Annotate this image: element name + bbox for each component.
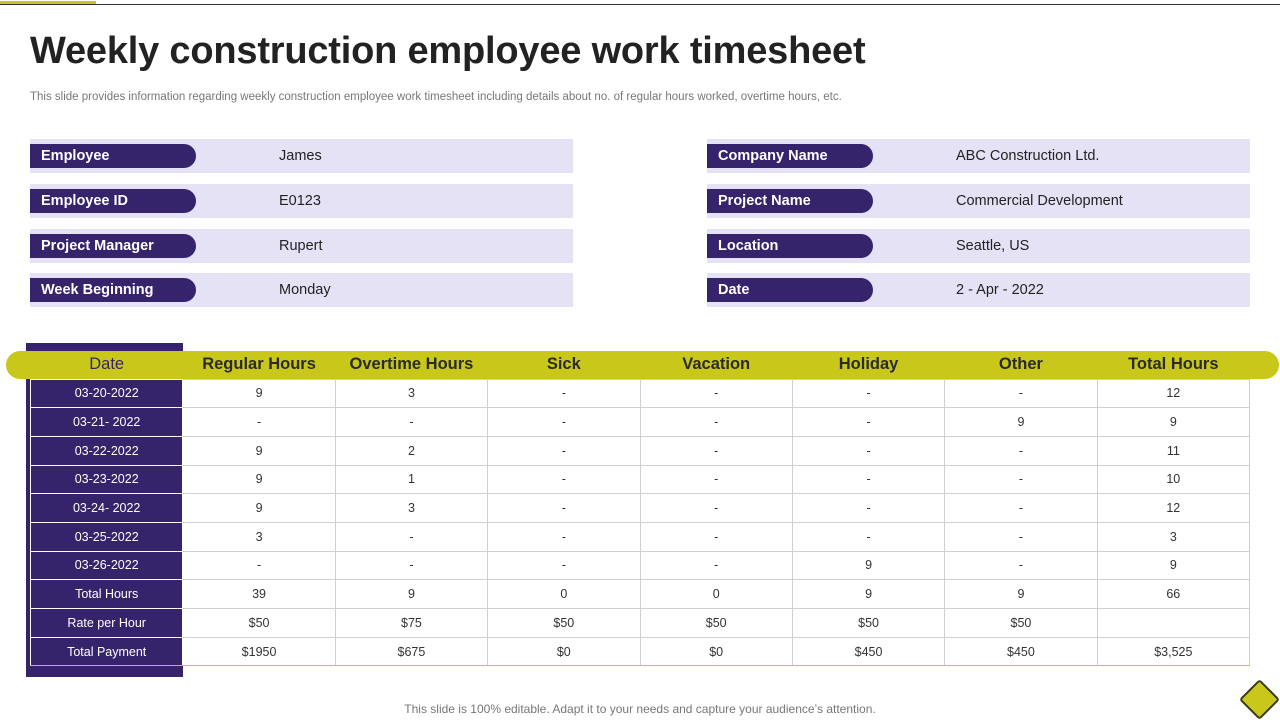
row-label-cell: 03-22-2022: [31, 436, 183, 465]
info-row-employee: [30, 139, 573, 173]
table-cell: 9: [945, 408, 1097, 437]
info-value: Rupert: [279, 238, 323, 254]
table-cell: [1097, 609, 1249, 638]
info-value: Commercial Development: [956, 193, 1123, 209]
info-row-week-beginning: [30, 273, 573, 307]
table-cell: -: [792, 436, 944, 465]
table-row: [31, 609, 1250, 638]
info-label: Location: [707, 234, 873, 258]
row-label-cell: 03-24- 2022: [31, 494, 183, 523]
column-header-date: Date: [89, 355, 125, 374]
table-cell: 10: [1097, 465, 1249, 494]
table-cell: 12: [1097, 379, 1249, 408]
table-cell: -: [183, 408, 335, 437]
table-cell: $1950: [183, 637, 335, 666]
table-row: [31, 436, 1250, 465]
timesheet-table: [30, 351, 1250, 666]
table-cell: 9: [183, 494, 335, 523]
info-label: Date: [707, 278, 873, 302]
info-label: Week Beginning: [30, 278, 196, 302]
table-cell: $450: [945, 637, 1097, 666]
table-cell: -: [335, 522, 487, 551]
row-label-cell: 03-26-2022: [31, 551, 183, 580]
table-cell: 9: [183, 465, 335, 494]
column-header-regular-hours: Regular Hours: [202, 355, 316, 374]
table-cell: $3,525: [1097, 637, 1249, 666]
table-cell: -: [792, 522, 944, 551]
table-row: [31, 465, 1250, 494]
info-value: ABC Construction Ltd.: [956, 148, 1100, 164]
table-cell: -: [640, 465, 792, 494]
table-header-row: [31, 351, 1250, 379]
table-cell: -: [945, 494, 1097, 523]
table-cell: -: [640, 522, 792, 551]
table-cell: $50: [640, 609, 792, 638]
table-cell: 9: [792, 551, 944, 580]
row-label-cell: 03-20-2022: [31, 379, 183, 408]
table-cell: -: [945, 436, 1097, 465]
table-cell: -: [792, 379, 944, 408]
table-row: [31, 580, 1250, 609]
page-subtitle: This slide provides information regarding weekly construction employee work timesheet including details about no. of regular hours worked, overtime hours, etc.: [30, 91, 842, 103]
column-header-other: Other: [998, 355, 1043, 374]
table-cell: -: [945, 465, 1097, 494]
table-row: [31, 408, 1250, 437]
table-cell: 3: [335, 379, 487, 408]
table-cell: $50: [488, 609, 640, 638]
table-cell: $50: [183, 609, 335, 638]
table-cell: 66: [1097, 580, 1249, 609]
info-value: E0123: [279, 193, 321, 209]
table-row: [31, 551, 1250, 580]
table-cell: -: [488, 379, 640, 408]
table-cell: -: [335, 551, 487, 580]
info-label: Employee: [30, 144, 196, 168]
table-cell: -: [488, 522, 640, 551]
table-cell: 9: [1097, 551, 1249, 580]
table-cell: -: [792, 494, 944, 523]
table-cell: 12: [1097, 494, 1249, 523]
table-cell: -: [945, 379, 1097, 408]
table-cell: -: [488, 408, 640, 437]
table-cell: -: [640, 436, 792, 465]
info-row-company-name: [707, 139, 1250, 173]
info-row-project-name: [707, 184, 1250, 218]
table-cell: 9: [335, 580, 487, 609]
table-row: [31, 379, 1250, 408]
table-cell: $675: [335, 637, 487, 666]
table-body: [31, 379, 1250, 666]
info-label: Project Name: [707, 189, 873, 213]
table-cell: $450: [792, 637, 944, 666]
table-cell: -: [640, 379, 792, 408]
table-cell: $75: [335, 609, 487, 638]
info-value: James: [279, 148, 322, 164]
table-cell: -: [183, 551, 335, 580]
table-cell: -: [488, 494, 640, 523]
table-cell: -: [488, 465, 640, 494]
info-label: Employee ID: [30, 189, 196, 213]
table-cell: $50: [792, 609, 944, 638]
table-cell: -: [945, 551, 1097, 580]
column-header-overtime-hours: Overtime Hours: [349, 355, 474, 374]
table-cell: -: [792, 408, 944, 437]
table-cell: -: [792, 465, 944, 494]
table-cell: -: [640, 408, 792, 437]
table-cell: 11: [1097, 436, 1249, 465]
table-cell: $0: [640, 637, 792, 666]
table-cell: 3: [335, 494, 487, 523]
table-cell: 9: [1097, 408, 1249, 437]
info-label: Company Name: [707, 144, 873, 168]
table-cell: -: [640, 494, 792, 523]
table-cell: 9: [945, 580, 1097, 609]
info-row-date: [707, 273, 1250, 307]
table-cell: 1: [335, 465, 487, 494]
row-label-cell: 03-25-2022: [31, 522, 183, 551]
column-header-total-hours: Total Hours: [1128, 355, 1219, 374]
table-cell: -: [945, 522, 1097, 551]
table-cell: -: [640, 551, 792, 580]
table-cell: 2: [335, 436, 487, 465]
info-row-location: [707, 229, 1250, 263]
info-value: 2 - Apr - 2022: [956, 282, 1044, 298]
column-header-vacation: Vacation: [682, 355, 751, 374]
table-cell: 9: [183, 379, 335, 408]
column-header-holiday: Holiday: [838, 355, 899, 374]
table-cell: 3: [183, 522, 335, 551]
footer-note: This slide is 100% editable. Adapt it to your needs and capture your audience’s attention.: [404, 702, 876, 716]
page-title: Weekly construction employee work timesheet: [30, 30, 866, 72]
table-cell: $50: [945, 609, 1097, 638]
table-cell: 3: [1097, 522, 1249, 551]
column-header-sick: Sick: [546, 355, 581, 374]
table-cell: 9: [792, 580, 944, 609]
table-cell: -: [488, 551, 640, 580]
row-label-cell: Total Payment: [31, 637, 183, 666]
table-cell: 0: [488, 580, 640, 609]
table-cell: 9: [183, 436, 335, 465]
table-cell: -: [335, 408, 487, 437]
row-label-cell: 03-23-2022: [31, 465, 183, 494]
info-value: Seattle, US: [956, 238, 1030, 254]
info-value: Monday: [279, 282, 331, 298]
info-row-project-manager: [30, 229, 573, 263]
table-cell: 39: [183, 580, 335, 609]
top-rule: [0, 4, 1280, 5]
table-row: [31, 494, 1250, 523]
row-label-cell: Total Hours: [31, 580, 183, 609]
info-label: Project Manager: [30, 234, 196, 258]
table-row: [31, 637, 1250, 666]
table-row: [31, 522, 1250, 551]
info-row-employee-id: [30, 184, 573, 218]
row-label-cell: 03-21- 2022: [31, 408, 183, 437]
table-cell: 0: [640, 580, 792, 609]
row-label-cell: Rate per Hour: [31, 609, 183, 638]
table-cell: $0: [488, 637, 640, 666]
table-cell: -: [488, 436, 640, 465]
